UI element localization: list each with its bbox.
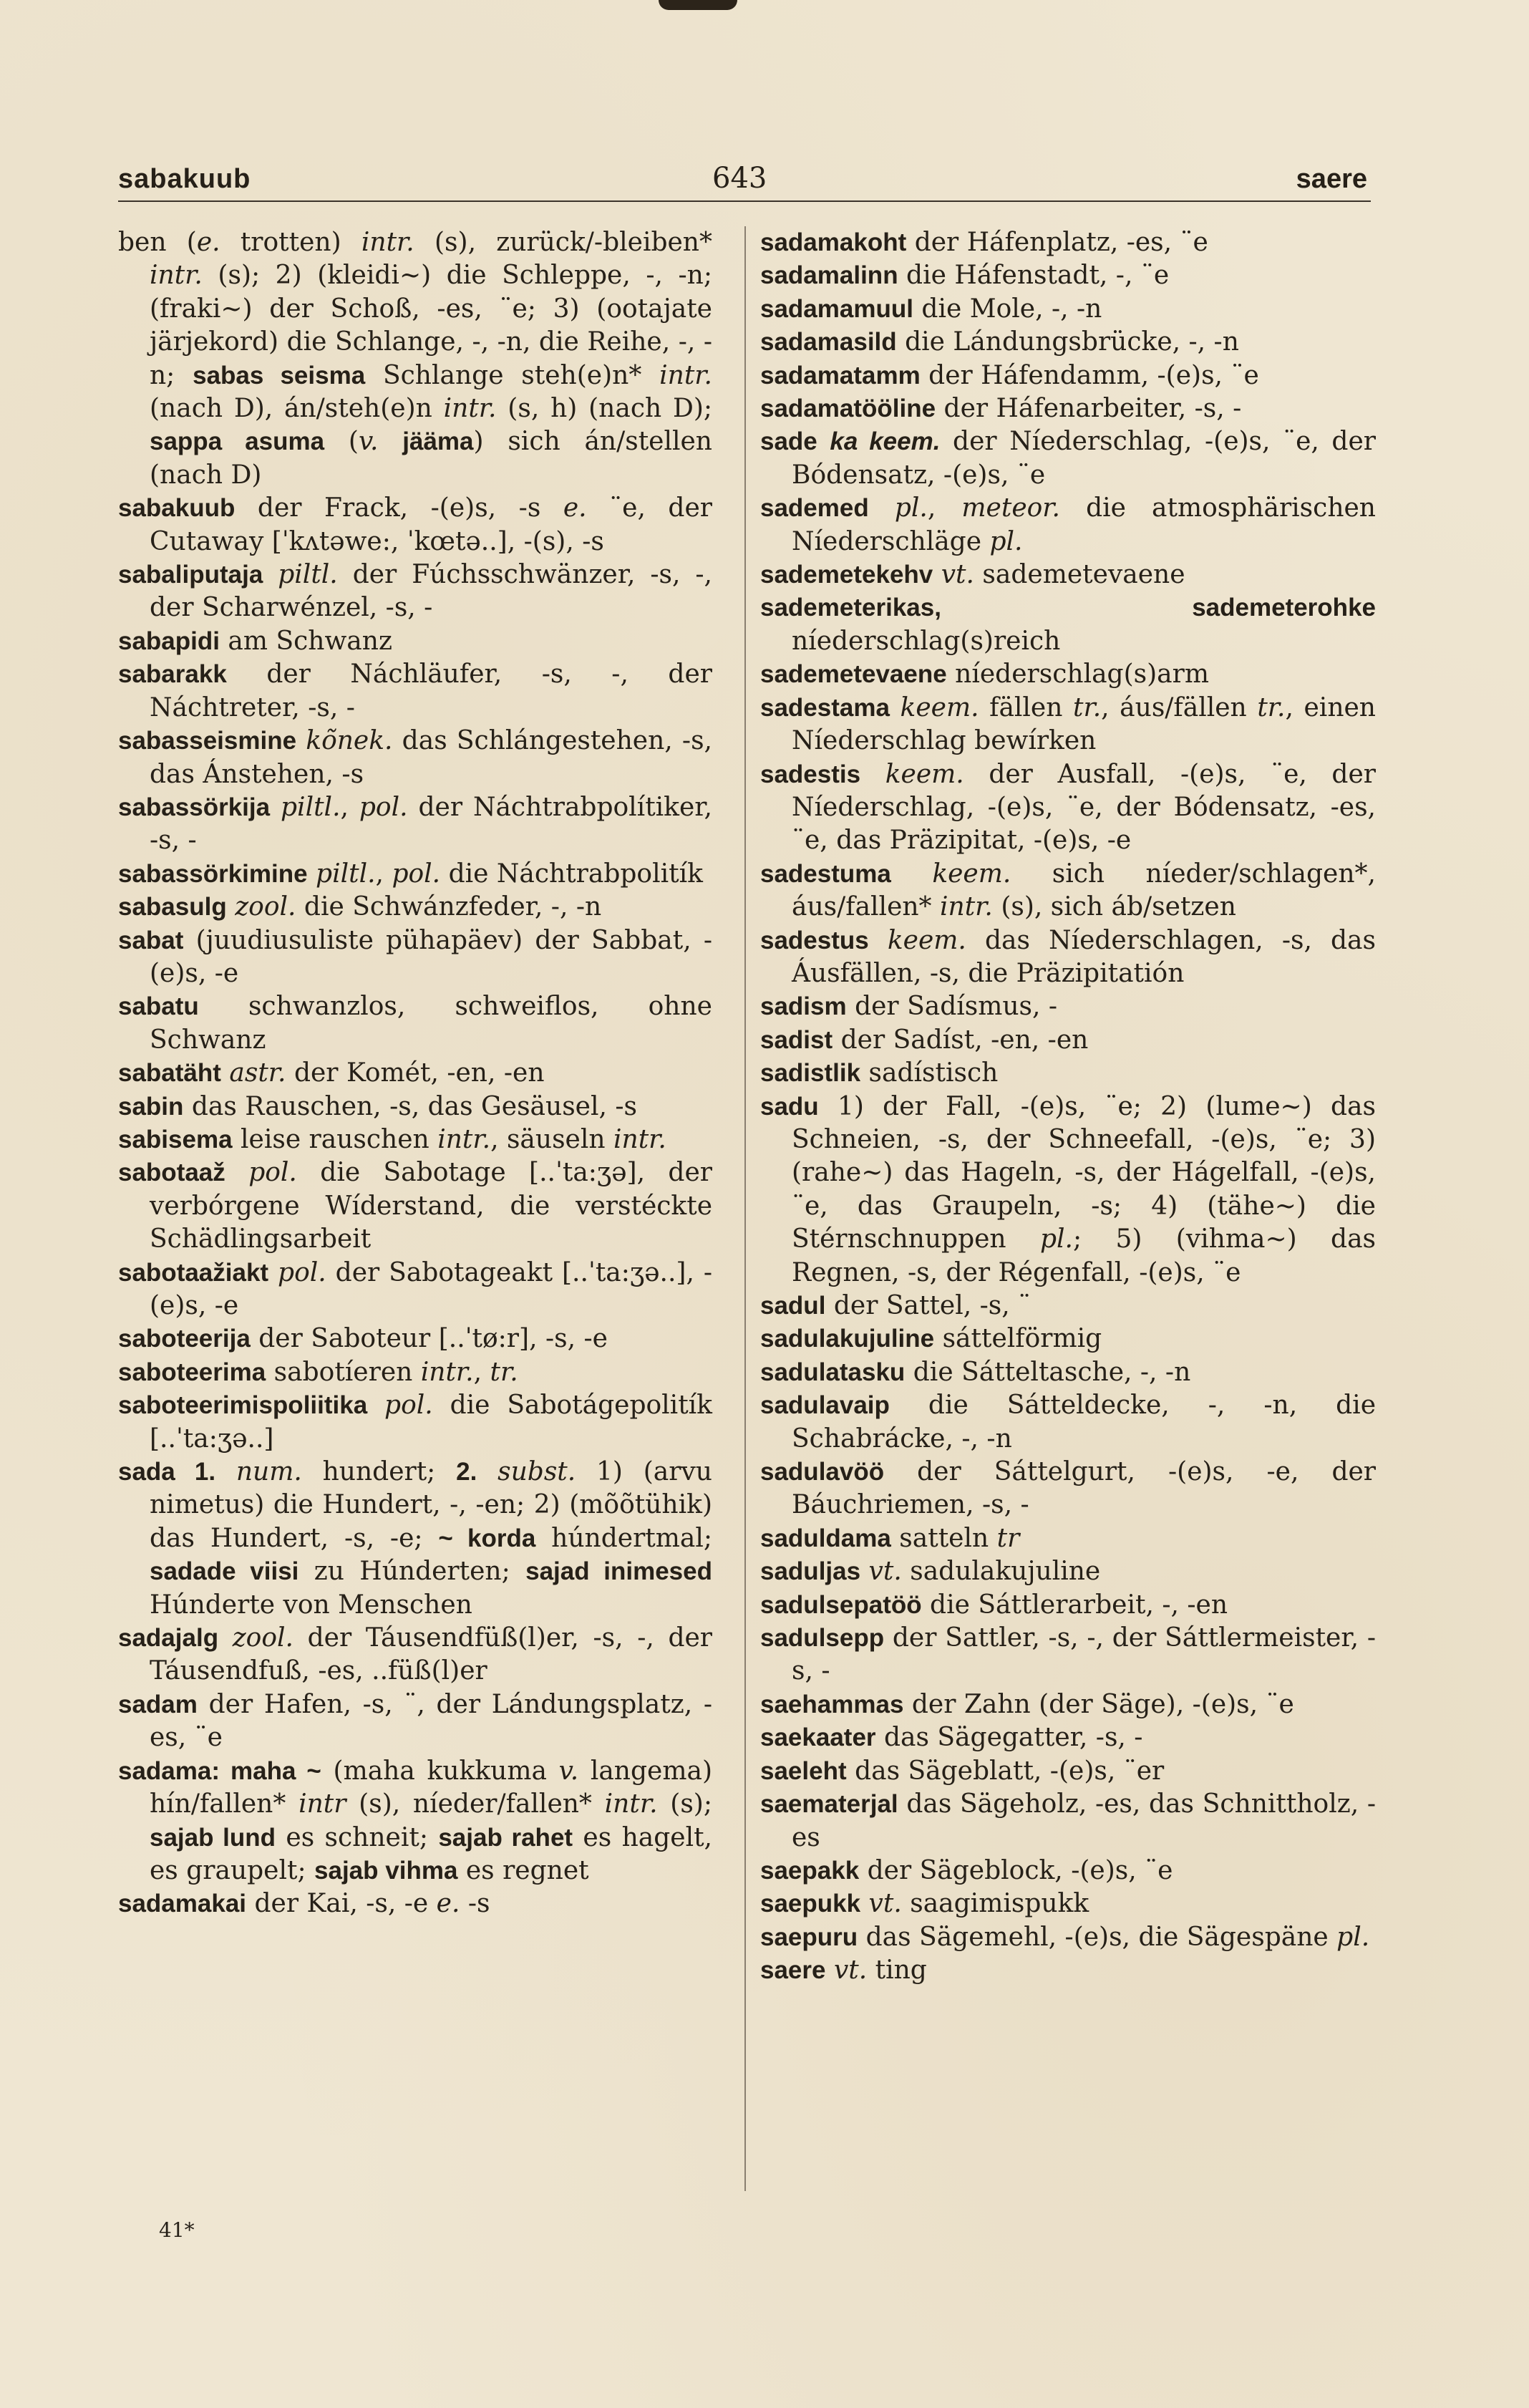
dictionary-entry: sadamasild die Lándungsbrücke, -, -n — [760, 327, 1239, 357]
page-number: 643 — [712, 162, 767, 195]
dictionary-entry: saeleht das Sägeblatt, -(e)s, ¨er — [760, 1756, 1165, 1786]
dictionary-entry: sadulavöö der Sáttelgurt, -(e)s, -e, der Báuchriemen, -s, - — [760, 1457, 1376, 1520]
dictionary-entry: sadestus keem. das Níederschlagen, -s, das Áusfällen, -s, die Präzipitatión — [760, 925, 1376, 988]
dictionary-entry: sabassörkimine piltl., pol. die Náchtrabpolitík — [118, 859, 703, 889]
dictionary-entry: sabaliputaja piltl. der Fúchsschwänzer, -s, -, der Scharwénzel, -s, - — [118, 560, 712, 623]
dictionary-entry: sadam der Hafen, -s, ¨, der Lándungsplatz, -es, ¨e — [118, 1689, 712, 1753]
page-header — [118, 152, 1367, 199]
dictionary-entry: sabotaaž pol. die Sabotage [..ˈta:ʒə], der verbórgene Wíderstand, die verstéckte Schädlingsarbeit — [118, 1158, 712, 1254]
dictionary-entry: sadu 1) der Fall, -(e)s, ¨e; 2) (lume~) das Schneien, -s, der Schneefall, -(e)s, ¨e; 3) (rahe~) das Hageln, -s, der Hágelfall, -(e)s, ¨e, das Graupeln, -s; 4) (tähe~) die Stérnschnuppen pl.; 5) (vihma~) das Regnen, -s, der Régenfall, -(e)s, ¨e — [760, 1091, 1377, 1287]
dictionary-entry: sabin das Rauschen, -s, das Gesäusel, -s — [118, 1091, 638, 1121]
dictionary-entry: sadamakai der Kai, -s, -e e. -s — [118, 1889, 490, 1919]
dictionary-entry: saboteerija der Saboteur [..ˈtø:r], -s, -e — [118, 1324, 608, 1354]
dictionary-entry: sademetevaene níederschlag(s)arm — [760, 659, 1209, 690]
dictionary-entry: saere vt. ting — [760, 1955, 927, 1986]
dictionary-entry: sadajalg zool. der Táusendfüß(l)er, -s, -, der Táusendfuß, -es, ..füß(l)er — [118, 1623, 712, 1686]
dictionary-entry: sabakuub der Frack, -(e)s, -s e. ¨e, der Cutaway [ˈkʌtəwe:, ˈkœtə..], -(s), -s — [118, 493, 712, 556]
dictionary-entry: sabat (juudiusuliste pühapäev) der Sabbat, -(e)s, -e — [118, 925, 712, 988]
dictionary-entry: sademeterikas, sademeterohke níederschlag(s)reich — [760, 594, 1376, 656]
dictionary-entry: sade ka keem. der Níederschlag, -(e)s, ¨e, der Bódensatz, -(e)s, ¨e — [760, 427, 1376, 490]
ink-spot — [659, 0, 737, 10]
dictionary-entry: sademed pl., meteor. die atmosphärischen Níederschläge pl. — [760, 493, 1376, 556]
dictionary-entry: sadulakujuline sáttelförmig — [760, 1324, 1102, 1354]
right-column — [760, 226, 1376, 1988]
left-column — [118, 226, 712, 1921]
dictionary-entry: sabarakk der Náchläufer, -s, -, der Náchtreter, -s, - — [118, 659, 712, 722]
dictionary-entry: sabasseismine kõnek. das Schlángestehen, -s, das Ánstehen, -s — [118, 726, 712, 789]
dictionary-entry: saehammas der Zahn (der Säge), -(e)s, ¨e — [760, 1689, 1294, 1719]
dictionary-entry: sadamamuul die Mole, -, -n — [760, 294, 1102, 324]
dictionary-entry: saepakk der Sägeblock, -(e)s, ¨e — [760, 1855, 1173, 1885]
column-divider — [744, 226, 746, 2191]
dictionary-entry: sadamatamm der Háfendamm, -(e)s, ¨e — [760, 360, 1259, 390]
header-guide-word-first: sabakuub — [118, 164, 251, 194]
dictionary-entry: sadulatasku die Sátteltasche, -, -n — [760, 1357, 1191, 1387]
dictionary-entry: sademetekehv vt. sademetevaene — [760, 560, 1185, 590]
dictionary-entry: sabassörkija piltl., pol. der Náchtrabpolítiker, -s, - — [118, 792, 712, 856]
dictionary-entry: sadamalinn die Háfenstadt, -, ¨e — [760, 261, 1170, 291]
dictionary-entry: sadama: maha ~ (maha kukkuma v. langema) hín/fallen* intr (s), níeder/fallen* intr. (s); sajab lund es schneit; sajab rahet es hagelt, es graupelt; sajab vihma es regnet — [118, 1756, 712, 1885]
dictionary-entry: saduldama satteln tr — [760, 1523, 1020, 1553]
dictionary-entry: sabatäht astr. der Komét, -en, -en — [118, 1058, 545, 1088]
dictionary-entry: sadulsepatöö die Sáttlerarbeit, -, -en — [760, 1590, 1228, 1620]
dictionary-entry: saepuru das Sägemehl, -(e)s, die Sägespäne pl. — [760, 1922, 1370, 1952]
dictionary-entry: saboteerimispoliitika pol. die Sabotágepolitík [..ˈta:ʒə..] — [118, 1391, 712, 1454]
dictionary-entry: sabapidi am Schwanz — [118, 626, 392, 656]
dictionary-entry: sadul der Sattel, -s, ¨ — [760, 1291, 1032, 1320]
dictionary-entry: sadamatööline der Háfenarbeiter, -s, - — [760, 394, 1242, 424]
dictionary-entry: sadulsepp der Sattler, -s, -, der Sáttlermeister, -s, - — [760, 1623, 1376, 1686]
dictionary-entry: saematerjal das Sägeholz, -es, das Schnittholz, -es — [760, 1789, 1376, 1852]
dictionary-entry: sadestis keem. der Ausfall, -(e)s, ¨e, der Níederschlag, -(e)s, ¨e, der Bódensatz, -es, ¨e, das Präzipitat, -(e)s, -e — [760, 759, 1376, 856]
printer-signature: 41* — [159, 2218, 195, 2242]
header-guide-word-last: saere — [1296, 164, 1367, 194]
dictionary-entry: sabotaažiakt pol. der Sabotageakt [..ˈta:ʒə..], -(e)s, -e — [118, 1257, 712, 1320]
header-rule — [118, 200, 1371, 202]
dictionary-entry: sadamakoht der Háfenplatz, -es, ¨e — [760, 228, 1208, 257]
dictionary-entry: sadistlik sadístisch — [760, 1058, 999, 1088]
dictionary-entry: sada 1. num. hundert; 2. subst. 1) (arvu nimetus) die Hundert, -, -en; 2) (mõõtühik) das Hundert, -s, -e; ~ korda húndertmal; sadade viisi zu Húnderten; sajad inimesed Húnderte von Menschen — [118, 1457, 712, 1620]
dictionary-entry: saepukk vt. saagimispukk — [760, 1889, 1089, 1919]
dictionary-entry: sadism der Sadísmus, - — [760, 992, 1058, 1022]
dictionary-entry: saduljas vt. sadulakujuline — [760, 1557, 1101, 1587]
dictionary-entry: sabasulg zool. die Schwánzfeder, -, -n — [118, 892, 602, 922]
dictionary-entry: sadestuma keem. sich níeder/schlagen*, áus/fallen* intr. (s), sich áb/setzen — [760, 859, 1376, 922]
dictionary-entry: sadist der Sadíst, -en, -en — [760, 1025, 1089, 1055]
dictionary-entry: saboteerima sabotíeren intr., tr. — [118, 1357, 518, 1387]
dictionary-entry: sadulavaip die Sátteldecke, -, -n, die Schabrácke, -, -n — [760, 1391, 1376, 1454]
dictionary-entry: saekaater das Sägegatter, -s, - — [760, 1723, 1143, 1753]
dictionary-entry: sabisema leise rauschen intr., säuseln intr. — [118, 1124, 666, 1154]
dictionary-entry: sadestama keem. fällen tr., áus/fällen tr., einen Níederschlag bewírken — [760, 692, 1376, 756]
dictionary-entry: sabatu schwanzlos, schweiflos, ohne Schwanz — [118, 992, 712, 1055]
dictionary-entry: ben (e. trotten) intr. (s), zurück/-bleiben* intr. (s); 2) (kleidi~) die Schleppe, -, -n; (fraki~) der Schoß, -es, ¨e; 3) (ootajate järjekord) die Schlange, -, -n, die Reihe, -, -n; sabas seisma Schlange steh(e)n* intr. (nach D), án/steh(e)n intr. (s, h) (nach D); sappa asuma (v. jääma) sich án/stellen (nach D) — [118, 228, 713, 490]
